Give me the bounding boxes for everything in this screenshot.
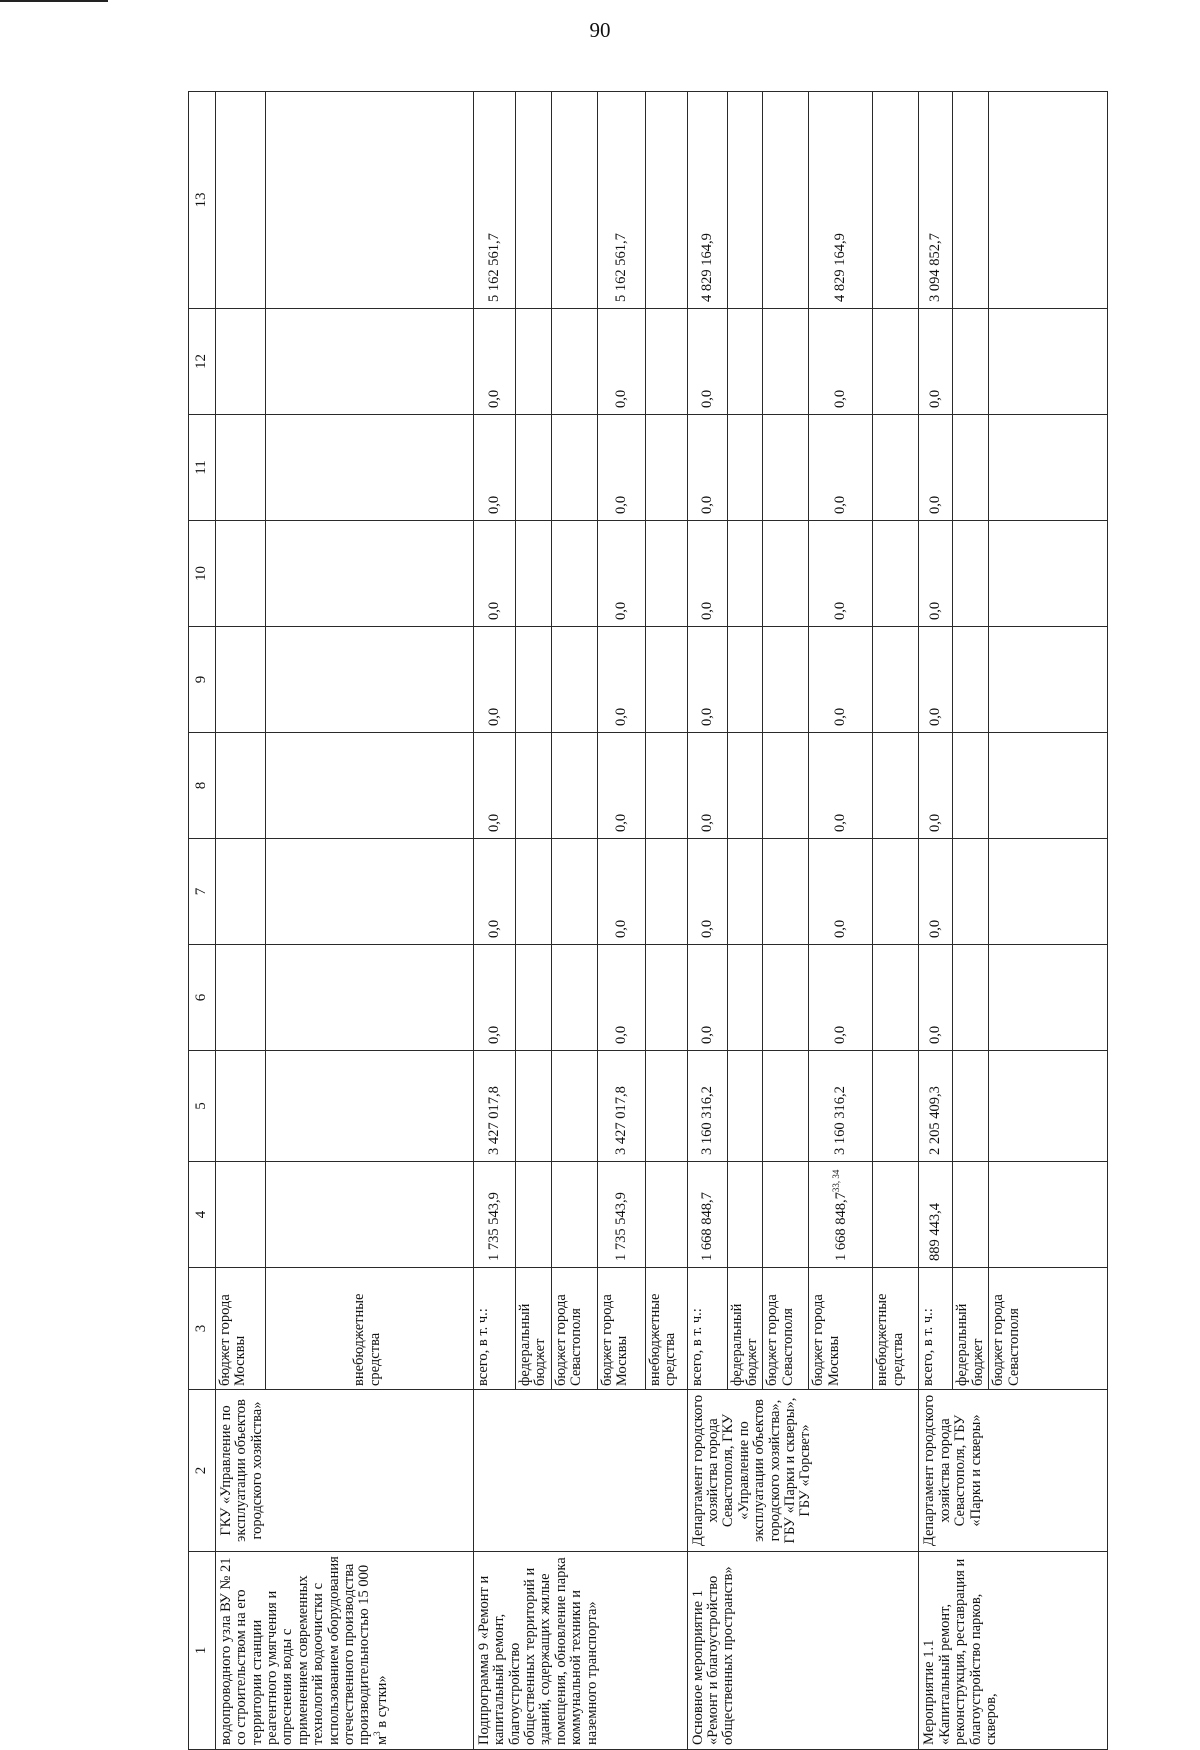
value-cell: 0,0 bbox=[687, 945, 727, 1051]
column-number-row bbox=[189, 92, 216, 1750]
executor bbox=[474, 1390, 688, 1552]
item-name: Мероприятие 1.1 «Капитальный ремонт, реконструкция, реставрация и благоустройство парков, скверов, bbox=[919, 1552, 1108, 1750]
value-cell: 0,0 bbox=[809, 733, 873, 839]
funding-source: федеральный бюджет bbox=[516, 1268, 552, 1390]
value-cell: 0,0 bbox=[919, 309, 953, 415]
value-cell: 0,0 bbox=[809, 945, 873, 1051]
item-name: Основное мероприятие 1 «Ремонт и благоустройство общественных пространств» bbox=[687, 1552, 919, 1750]
funding-source: бюджет города Москвы bbox=[597, 1268, 645, 1390]
value-cell: 0,0 bbox=[919, 945, 953, 1051]
value-cell: 5 162 561,7 bbox=[597, 92, 645, 309]
page-number: 90 bbox=[589, 18, 611, 42]
value-cell: 0,0 bbox=[919, 415, 953, 521]
value-cell: 0,0 bbox=[597, 945, 645, 1051]
value-cell: 0,0 bbox=[597, 521, 645, 627]
funding-source: внебюджетные средства bbox=[266, 1268, 474, 1390]
value-cell: 3 094 852,7 bbox=[919, 92, 953, 309]
col-header: 9 bbox=[189, 627, 216, 733]
funding-source: бюджет города Москвы bbox=[216, 1268, 266, 1390]
col-header: 8 bbox=[189, 733, 216, 839]
value-cell: 0,0 bbox=[474, 627, 516, 733]
value-cell: 0,0 bbox=[474, 521, 516, 627]
funding-source: внебюджетные средства bbox=[645, 1268, 687, 1390]
item-name: водопроводного узла ВУ № 21 со строительством на его территории станции реагентного умягчения и опреснения воды с применением современных технологий водоочистки с использованием оборудования отечественного производства производительностью 15 000 $м^3$ в сутки» bbox=[216, 1552, 474, 1750]
value-cell: 0,0 bbox=[919, 627, 953, 733]
value-cell: 0,0 bbox=[597, 627, 645, 733]
col-header: 12 bbox=[189, 309, 216, 415]
value-cell: 0,0 bbox=[809, 627, 873, 733]
item-name: Подпрограмма 9 «Ремонт и капитальный ремонт, благоустройство общественных территорий и зданий, содержащих жилые помещения, обновление парка коммунальной техники и наземного транспорта» bbox=[474, 1552, 688, 1750]
funding-source: внебюджетные средства bbox=[873, 1268, 919, 1390]
col-header: 3 bbox=[189, 1268, 216, 1390]
funding-source: бюджет города Севастополя bbox=[763, 1268, 809, 1390]
value-cell: 0,0 bbox=[687, 309, 727, 415]
col-header: 10 bbox=[189, 521, 216, 627]
executor: Департамент городского хозяйства города Севастополя, ГКУ «Управление по эксплуатации объектов городского хозяйства», ГБУ «Парки и скверы», ГБУ «Горсвет» bbox=[687, 1390, 919, 1552]
col-header: 5 bbox=[189, 1051, 216, 1162]
top-left-rule bbox=[0, 0, 108, 2]
value-cell: 3 160 316,2 bbox=[687, 1051, 727, 1162]
value-cell: 0,0 bbox=[474, 945, 516, 1051]
table-row bbox=[919, 92, 953, 1750]
value-cell: 0,0 bbox=[919, 839, 953, 945]
value-cell: 5 162 561,7 bbox=[474, 92, 516, 309]
value-cell: 0,0 bbox=[687, 733, 727, 839]
funding-source: бюджет города Севастополя bbox=[551, 1268, 597, 1390]
value-cell: 0,0 bbox=[809, 521, 873, 627]
value-cell: 0,0 bbox=[597, 415, 645, 521]
col-header: 7 bbox=[189, 839, 216, 945]
executor: Департамент городского хозяйства города Севастополя, ГБУ «Парки и скверы» bbox=[919, 1390, 1108, 1552]
value-cell: 4 829 164,9 bbox=[809, 92, 873, 309]
value-cell: 4 829 164,9 bbox=[687, 92, 727, 309]
value-cell: 3 160 316,2 bbox=[809, 1051, 873, 1162]
value-cell: 0,0 bbox=[597, 309, 645, 415]
budget-table bbox=[188, 91, 1108, 1750]
value-cell: 0,0 bbox=[474, 839, 516, 945]
value-cell: 0,0 bbox=[597, 839, 645, 945]
value-cell: 1 668 848,7$^{33, 34}$ bbox=[809, 1162, 873, 1268]
rotated-table-container bbox=[188, 92, 1108, 1750]
funding-source: федеральный бюджет bbox=[953, 1268, 989, 1390]
table-row bbox=[474, 92, 516, 1750]
funding-source: всего, в т. ч.: bbox=[474, 1268, 516, 1390]
value-cell: 0,0 bbox=[474, 733, 516, 839]
value-cell: 0,0 bbox=[597, 733, 645, 839]
value-cell: 3 427 017,8 bbox=[474, 1051, 516, 1162]
value-cell: 0,0 bbox=[809, 839, 873, 945]
col-header: 1 bbox=[189, 1552, 216, 1750]
table-row bbox=[216, 92, 266, 1750]
value-cell: 1 668 848,7 bbox=[687, 1162, 727, 1268]
table-row bbox=[687, 92, 727, 1750]
col-header: 13 bbox=[189, 92, 216, 309]
value-cell: 0,0 bbox=[809, 415, 873, 521]
executor: ГКУ «Управление по эксплуатации объектов городского хозяйства» bbox=[216, 1390, 474, 1552]
funding-source: всего, в т. ч.: bbox=[919, 1268, 953, 1390]
col-header: 4 bbox=[189, 1162, 216, 1268]
value-cell: 2 205 409,3 bbox=[919, 1051, 953, 1162]
value-cell: 889 443,4 bbox=[919, 1162, 953, 1268]
value-cell: 0,0 bbox=[687, 839, 727, 945]
value-cell: 3 427 017,8 bbox=[597, 1051, 645, 1162]
funding-source: всего, в т. ч.: bbox=[687, 1268, 727, 1390]
value-cell: 1 735 543,9 bbox=[597, 1162, 645, 1268]
funding-source: бюджет города Москвы bbox=[809, 1268, 873, 1390]
col-header: 11 bbox=[189, 415, 216, 521]
value-cell: 0,0 bbox=[809, 309, 873, 415]
value-cell: 0,0 bbox=[687, 627, 727, 733]
funding-source: федеральный бюджет bbox=[727, 1268, 763, 1390]
value-cell: 0,0 bbox=[687, 415, 727, 521]
value-cell: 0,0 bbox=[919, 521, 953, 627]
col-header: 6 bbox=[189, 945, 216, 1051]
col-header: 2 bbox=[189, 1390, 216, 1552]
value-cell: 1 735 543,9 bbox=[474, 1162, 516, 1268]
funding-source: бюджет города Севастополя bbox=[989, 1268, 1108, 1390]
value-cell: 0,0 bbox=[474, 309, 516, 415]
value-cell: 0,0 bbox=[919, 733, 953, 839]
value-cell: 0,0 bbox=[687, 521, 727, 627]
value-cell: 0,0 bbox=[474, 415, 516, 521]
